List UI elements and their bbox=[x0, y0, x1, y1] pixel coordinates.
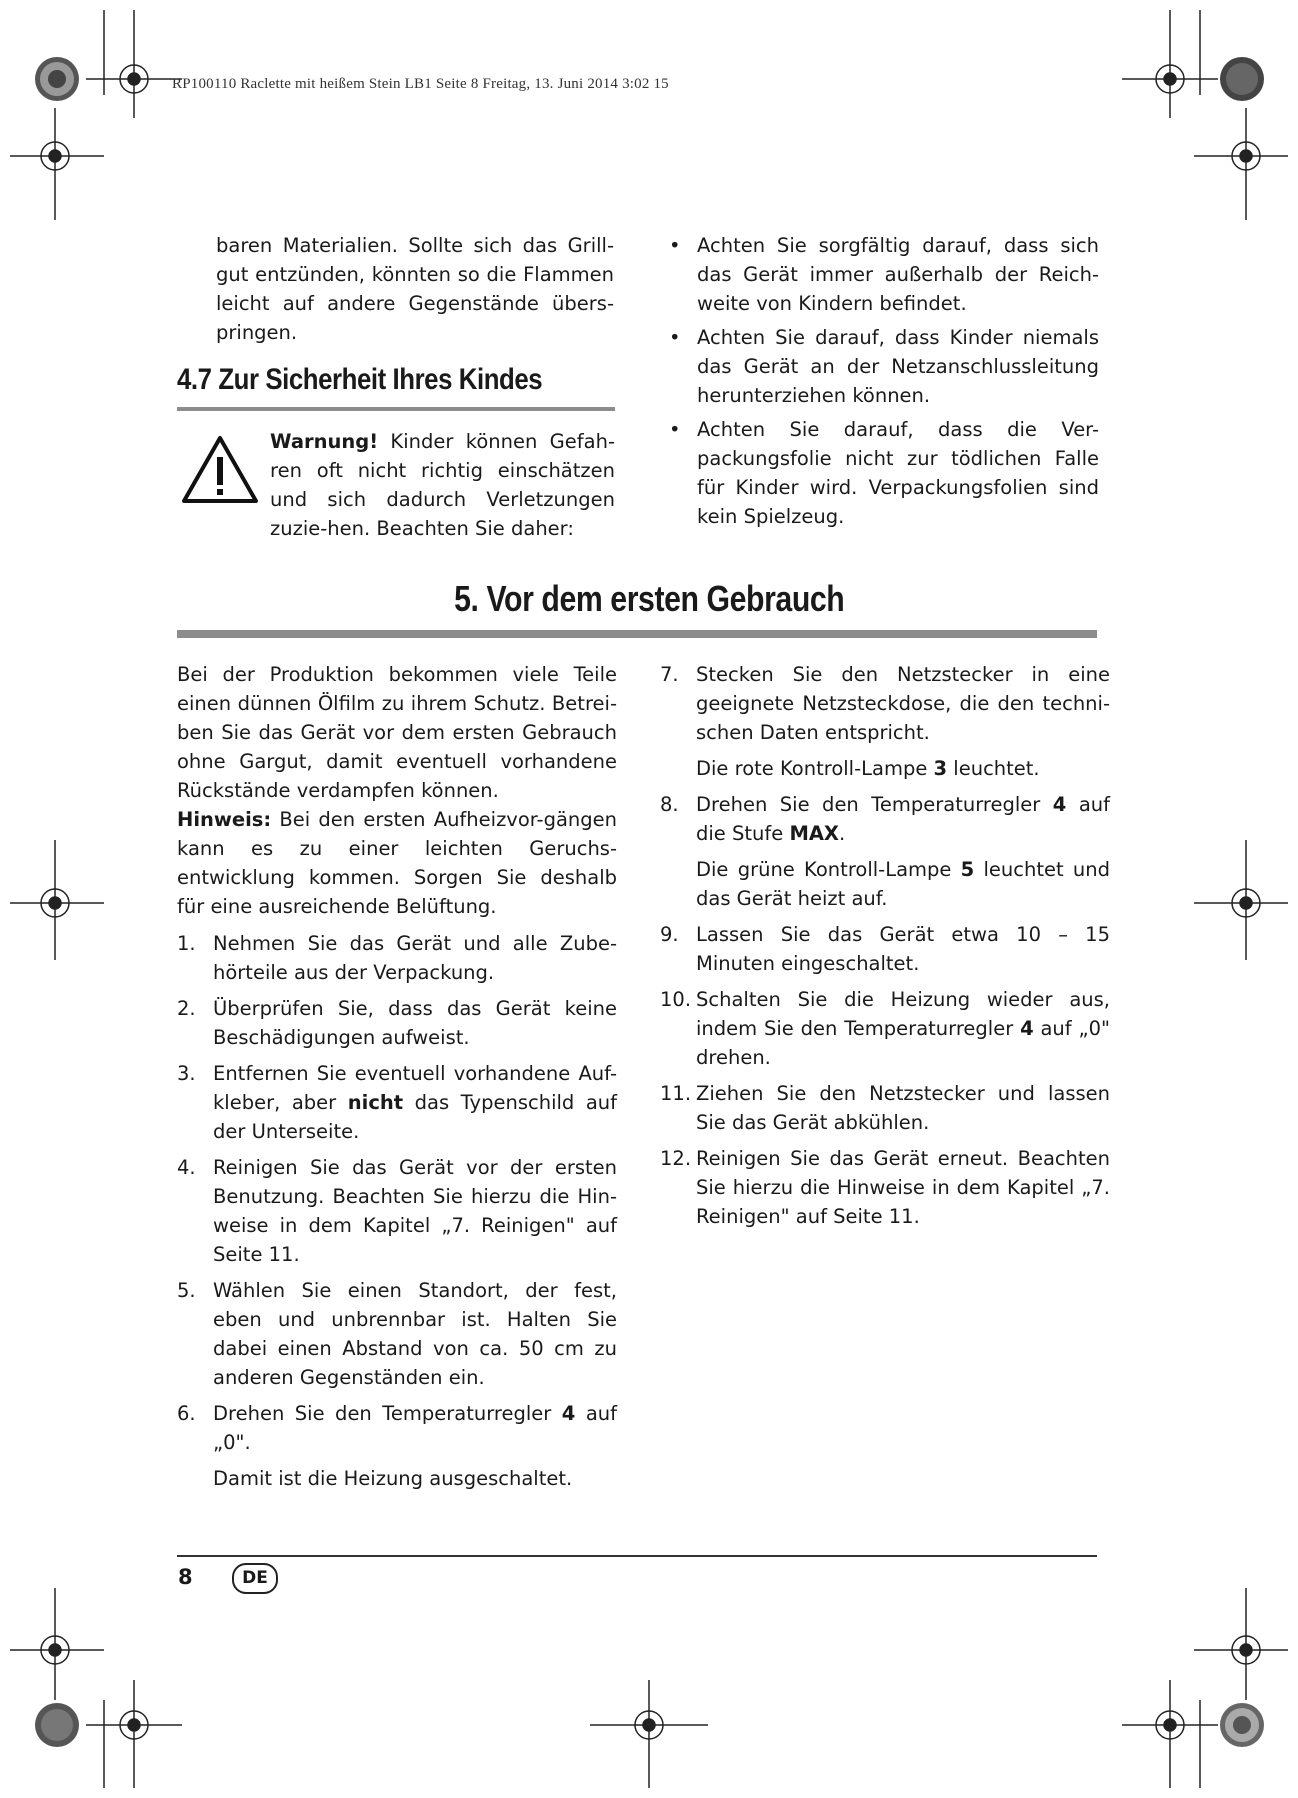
print-slug: RP100110 Raclette mit heißem Stein LB1 Seite 8 Freitag, 13. Juni 2014 3:02 15 bbox=[172, 76, 669, 92]
bullet-icon: • bbox=[669, 418, 681, 441]
bullet-icon: • bbox=[669, 326, 681, 349]
section5-right-column bbox=[660, 660, 1110, 1238]
step-item: 1. Nehmen Sie das Gerät und alle Zube-hörteile aus der Verpackung. bbox=[177, 932, 617, 984]
hint-label: Hinweis: bbox=[177, 808, 272, 831]
bullet-icon: • bbox=[669, 234, 681, 257]
footer-rule bbox=[177, 1555, 1097, 1557]
step-item: 3. Entfernen Sie eventuell vorhandene Auf-kleber, aber nicht das Typenschild auf der Unterseite. bbox=[177, 1062, 618, 1143]
page-number: 8 bbox=[178, 1565, 193, 1589]
list-item: • Achten Sie sorgfältig darauf, dass sich das Gerät immer außerhalb der Reich-weite von Kindern befindet. bbox=[697, 231, 1099, 318]
warning-triangle-icon bbox=[181, 435, 259, 505]
step-7-note: Die rote Kontroll-Lampe 3 leuchtet. bbox=[696, 757, 1040, 780]
hint-paragraph bbox=[177, 805, 617, 921]
step-item: 9. Lassen Sie das Gerät etwa 10 – 15 Minuten eingeschaltet. bbox=[660, 923, 1110, 975]
section5-intro: Bei der Produktion bekommen viele Teile einen dünnen Ölfilm zu ihrem Schutz. Betrei-ben Sie das Gerät vor dem ersten Gebrauch ohne Gargut, damit eventuell vorhandene Rückstände verdampfen können. bbox=[177, 663, 617, 802]
warning-text: Kinder können Gefah-ren oft nicht richtig einschätzen und sich dadurch Verletzungen zuzie-hen. Beachten Sie daher: bbox=[270, 430, 615, 540]
section-heading-4-7: 4.7 Zur Sicherheit Ihres Kindes bbox=[177, 363, 543, 396]
step-item: 10. Schalten Sie die Heizung wieder aus, indem Sie den Temperaturregler 4 auf „0" drehen. bbox=[660, 988, 1110, 1069]
warning-label: Warnung! bbox=[270, 430, 379, 453]
section5-left-column bbox=[177, 660, 617, 1500]
step-item: 11. Ziehen Sie den Netzstecker und lassen Sie das Gerät abkühlen. bbox=[660, 1082, 1110, 1134]
list-item: • Achten Sie darauf, dass Kinder niemals das Gerät an der Netzanschlussleitung herunterziehen können. bbox=[697, 323, 1099, 410]
warning-block bbox=[270, 427, 615, 543]
step-8-note: Die grüne Kontroll-Lampe 5 leuchtet und das Gerät heizt auf. bbox=[696, 858, 1110, 910]
step-item: 7. Stecken Sie den Netzstecker in eine geeignete Netzsteckdose, die den techni-schen Daten entspricht. bbox=[660, 663, 1110, 744]
list-item: • Achten Sie darauf, dass die Ver-packungsfolie nicht zur tödlichen Falle für Kinder wird. Verpackungsfolien sind kein Spielzeug. bbox=[697, 415, 1099, 531]
heading-rule bbox=[177, 407, 615, 411]
child-safety-bullets bbox=[669, 231, 1099, 536]
step-item: 2. Überprüfen Sie, dass das Gerät keine Beschädigungen aufweist. bbox=[177, 997, 617, 1049]
step-item: 6. Drehen Sie den Temperaturregler 4 auf „0". bbox=[177, 1402, 617, 1454]
step-item: 8. Drehen Sie den Temperaturregler 4 auf die Stufe MAX. bbox=[660, 793, 1110, 845]
section-heading-5: 5. Vor dem ersten Gebrauch bbox=[453, 578, 845, 619]
step-item: 4. Reinigen Sie das Gerät vor der ersten Benutzung. Beachten Sie hierzu die Hin-weise in dem Kapitel „7. Reinigen" auf Seite 11. bbox=[177, 1156, 617, 1266]
step-item: 5. Wählen Sie einen Standort, der fest, eben und unbrennbar ist. Halten Sie dabei einen Abstand von ca. 50 cm zu anderen Gegenständen ein. bbox=[177, 1279, 617, 1389]
section-rule bbox=[177, 630, 1097, 638]
hint-text: Bei den ersten Aufheizvor-gängen kann es zu einer leichten Geruchs-entwicklung kommen. Sorgen Sie deshalb für eine ausreichende Belüftung. bbox=[177, 808, 617, 918]
step-6-note: Damit ist die Heizung ausgeschaltet. bbox=[213, 1467, 573, 1490]
step-item: 12. Reinigen Sie das Gerät erneut. Beachten Sie hierzu die Hinweise in dem Kapitel „7. Reinigen" auf Seite 11. bbox=[660, 1147, 1110, 1228]
language-badge: DE bbox=[232, 1563, 278, 1594]
intro-paragraph-continued: baren Materialien. Sollte sich das Grill-gut entzünden, könnten so die Flammen leicht auf andere Gegenstände übers-pringen. bbox=[216, 234, 614, 344]
